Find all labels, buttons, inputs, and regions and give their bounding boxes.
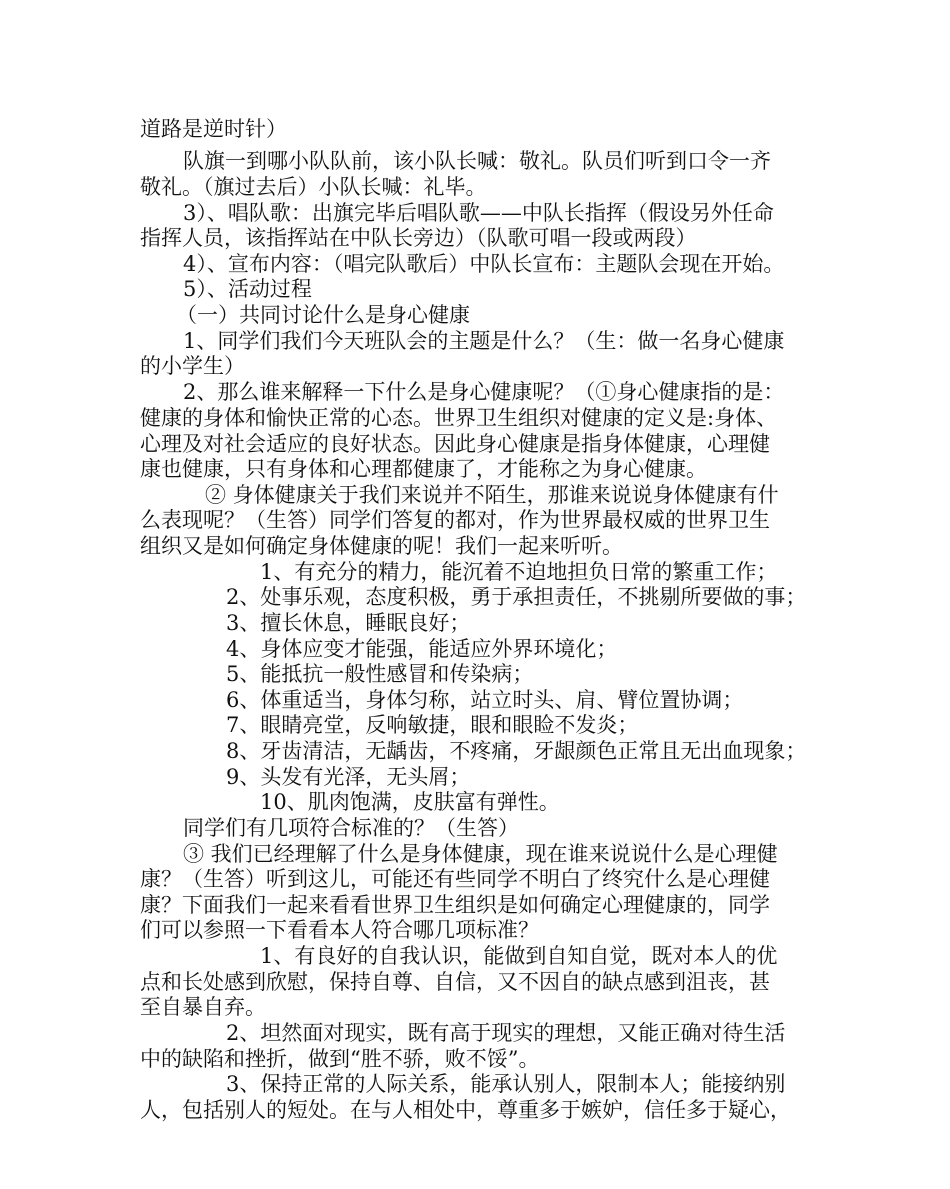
text-line: 7、眼睛亮堂，反响敏捷，眼和眼睑不发炎；: [226, 713, 639, 737]
text-line: 2、坦然面对现实，既有高于现实的理想，又能正确对待生活: [226, 1021, 786, 1045]
text-line: 1、有充分的精力，能沉着不迫地担负日常的繁重工作；: [260, 560, 778, 584]
text-line: 们可以参照一下看看本人符合哪几项标准？: [140, 918, 539, 942]
text-line: 5）、活动过程: [183, 277, 312, 301]
text-line: 道路是逆时针）: [140, 117, 287, 141]
text-line: 人，包括别人的短处。在与人相处中，尊重多于嫉妒，信任多于疑心，: [140, 1098, 791, 1122]
text-line: 组织又是如何确定身体健康的呢！我们一起来听听。: [140, 534, 623, 558]
text-line: 6、体重适当，身体匀称，站立时头、肩、臂位置协调；: [226, 688, 744, 712]
text-line: 敬礼。（旗过去后）小队长喊：礼毕。: [140, 175, 487, 199]
text-line: 的小学生）: [140, 354, 245, 378]
text-line: 8、牙齿清洁，无龋齿，不疼痛，牙龈颜色正常且无出血现象；: [226, 739, 807, 763]
text-line: 至自暴自弃。: [140, 995, 266, 1019]
text-line: 5、能抵抗一般性感冒和传染病；: [226, 662, 534, 686]
text-line: 指挥人员，该指挥站在中队长旁边）（队歌可唱一段或两段）: [140, 226, 697, 250]
text-line: ③ 我们已经理解了什么是身体健康，现在谁来说说什么是心理健: [183, 842, 778, 866]
text-line: 3、擅长休息，睡眠良好；: [226, 611, 471, 635]
text-line: 1、同学们我们今天班队会的主题是什么？（生：做一名身心健康: [183, 329, 785, 353]
text-line: 么表现呢？（生答）同学们答复的都对，作为世界最权威的世界卫生: [140, 508, 770, 532]
text-line: 点和长处感到欣慰，保持自尊、自信，又不因自的缺点感到沮丧，甚: [140, 970, 770, 994]
text-line: 1、有良好的自我认识，能做到自知自觉，既对本人的优: [260, 944, 778, 968]
text-line: 康？下面我们一起来看看世界卫生组织是如何确定心理健康的，同学: [140, 893, 770, 917]
text-line: 3）、唱队歌：出旗完毕后唱队歌——中队长指挥（假设另外任命: [183, 201, 774, 225]
text-line: 4）、宣布内容：（唱完队歌后）中队长宣布：主题队会现在开始。: [183, 252, 785, 276]
text-line: 2、那么谁来解释一下什么是身心健康呢？（①身心健康指的是：: [183, 380, 785, 404]
text-line: 中的缺陷和挫折，做到“胜不骄，败不馁”。: [140, 1047, 540, 1071]
text-line: 同学们有几项符合标准的？（生答）: [183, 816, 519, 840]
text-line: 3、保持正常的人际关系，能承认别人，限制本人；能接纳别: [226, 1072, 786, 1096]
text-line: 康也健康，只有身体和心理都健康了，才能称之为身心健康。: [140, 457, 707, 481]
text-line: 2、处事乐观，态度积极，勇于承担责任，不挑剔所要做的事；: [226, 585, 807, 609]
text-line: （一）共同讨论什么是身心健康: [176, 303, 470, 327]
text-line: 康？（生答）听到这儿，可能还有些同学不明白了终究什么是心理健: [140, 867, 770, 891]
text-line: 4、身体应变才能强，能适应外界环境化；: [226, 637, 618, 661]
text-line: 9、头发有光泽，无头屑；: [226, 765, 471, 789]
text-line: 心理及对社会适应的良好状态。因此身心健康是指身体健康，心理健: [140, 432, 770, 456]
text-line: 健康的身体和愉快正常的心态。世界卫生组织对健康的定义是:身体、: [140, 406, 778, 430]
text-line: 10、肌肉饱满，皮肤富有弹性。: [260, 790, 560, 814]
text-line: ② 身体健康关于我们来说并不陌生，那谁来说说身体健康有什: [205, 483, 779, 507]
text-line: 队旗一到哪小队队前，该小队长喊：敬礼。队员们听到口令一齐: [183, 149, 771, 173]
